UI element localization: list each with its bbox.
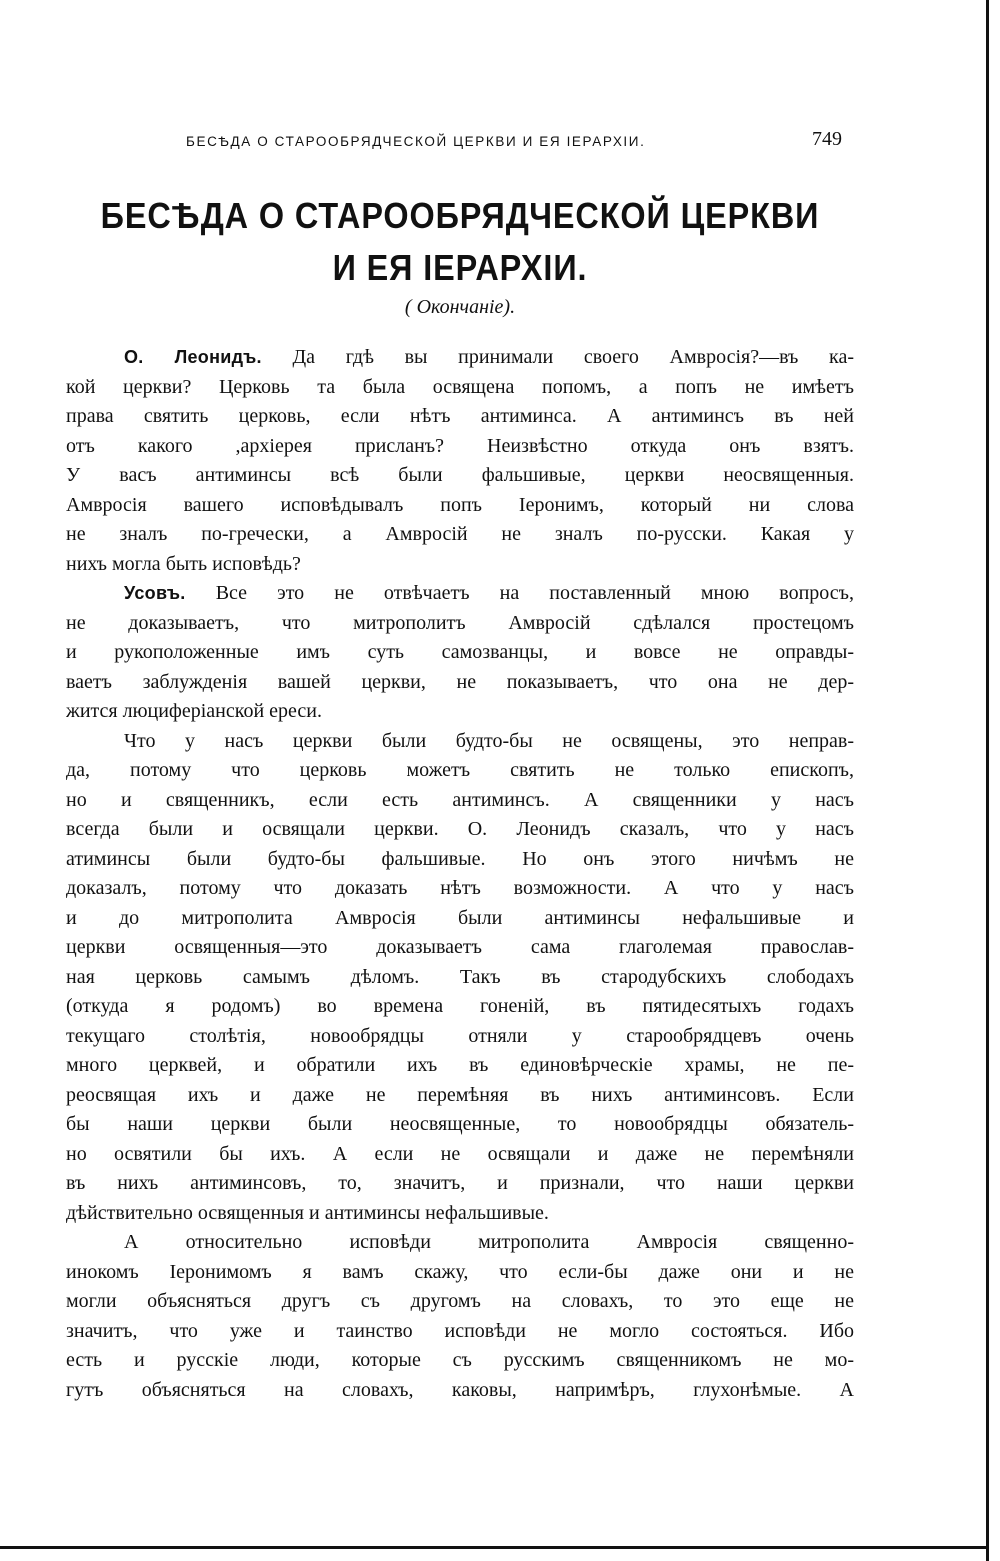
speaker-name: О. Леонидъ.: [124, 347, 262, 367]
text-line: Усовъ. Все это не отвѣчаетъ на поставленный мною вопросъ,: [124, 582, 854, 604]
article-title-line-1: БЕСѢДА О СТАРООБРЯДЧЕСКОЙ ЦЕРКВИ: [100, 195, 820, 236]
text-line: кой церкви? Церковь та была освящена попомъ, а попъ не имѣетъ: [66, 375, 854, 398]
text-line: и до митрополита Амвросія были антиминсы нефальшивые и: [66, 906, 854, 929]
text-line: не зналъ по-гречески, а Амвросій не зналъ по-русски. Какая у: [66, 523, 854, 545]
text-line: Амвросія вашего исповѣдывалъ попъ Іеронимъ, который ни слова: [66, 493, 854, 516]
text-line: А относительно исповѣди митрополита Амвросія священно-: [124, 1231, 854, 1253]
text-line: всегда были и освящали церкви. О. Леонидъ сказалъ, что у насъ: [66, 818, 854, 840]
text-line: церкви освященныя—это доказываетъ сама глаголемая православ-: [66, 936, 854, 958]
text-line: доказалъ, потому что доказать нѣтъ возможности. А что у насъ: [66, 877, 854, 899]
text-line: значитъ, что уже и таинство исповѣди не могло состояться. Ибо: [66, 1319, 854, 1342]
article-title: [100, 190, 820, 294]
text-line: О. Леонидъ. Да гдѣ вы принимали своего Амвросія?—въ ка-: [124, 346, 854, 368]
text-line: не доказываетъ, что митрополитъ Амвросій сдѣлался простецомъ: [66, 611, 854, 634]
text-line: отъ какого ,архіерея присланъ? Неизвѣстно откуда онъ взятъ.: [66, 434, 854, 457]
text-line: дѣйствительно освященныя и антиминсы нефальшивые.: [66, 1201, 549, 1224]
page-edge-right-rule: [986, 0, 989, 1561]
text-line: много церквей, и обратили ихъ въ единовѣрческіе храмы, не пе-: [66, 1054, 854, 1076]
text-line: и рукоположенные имъ суть самозванцы, и вовсе не оправды-: [66, 641, 854, 663]
text-line: инокомъ Іеронимомъ я вамъ скажу, что если-бы даже они и не: [66, 1260, 854, 1283]
article-title-line-2: И ЕЯ ІЕРАРХІИ.: [332, 247, 588, 288]
text-line: нихъ могла быть исповѣдь?: [66, 552, 301, 575]
text-line: но освятили бы ихъ. А если не освящали и даже не перемѣняли: [66, 1142, 854, 1165]
text-line: атиминсы были будто-бы фальшивые. Но онъ этого ничѣмъ не: [66, 847, 854, 870]
text-line: ная церковь самымъ дѣломъ. Такъ въ стародубскихъ слободахъ: [66, 965, 854, 988]
paragraph-3: [66, 727, 854, 1229]
article-body: [66, 343, 854, 1405]
page-number: 749: [812, 128, 842, 150]
page-edge-bottom-rule: [0, 1546, 989, 1549]
text-line: (откуда я родомъ) во времена гоненій, въ пятидесятыхъ годахъ: [66, 995, 854, 1017]
text-line: текущаго столѣтія, новообрядцы отняли у старообрядцевъ очень: [66, 1024, 854, 1047]
paragraph-2: [66, 579, 854, 727]
text-line: гутъ объясняться на словахъ, каковы, напримѣръ, глухонѣмые. А: [66, 1378, 854, 1401]
paragraph-4: [66, 1228, 854, 1405]
article-subtitle: ( Окончаніе).: [404, 296, 516, 318]
text-line: ваетъ заблужденія вашей церкви, не показываетъ, что она не дер-: [66, 670, 854, 693]
speaker-name: Усовъ.: [124, 583, 186, 603]
text-line: есть и русскіе люди, которые съ русскимъ священникомъ не мо-: [66, 1349, 854, 1371]
text-line: но и священникъ, если есть антиминсъ. А священники у насъ: [66, 788, 854, 811]
text-line: бы наши церкви были неосвященные, то новообрядцы обязатель-: [66, 1113, 854, 1135]
running-header-title: БЕСѢДА О СТАРООБРЯДЧЕСКОЙ ЦЕРКВИ И ЕЯ ІЕРАРХІИ.: [186, 134, 646, 149]
text-line: да, потому что церковь можетъ святить не только епископъ,: [66, 759, 854, 781]
text-line: въ нихъ антиминсовъ, то, значитъ, и признали, что наши церкви: [66, 1172, 854, 1194]
paragraph-1: [66, 343, 854, 579]
text-line: Что у насъ церкви были будто-бы не освящены, это неправ-: [124, 729, 854, 752]
text-line: могли объясняться другъ съ другомъ на словахъ, то это еще не: [66, 1290, 854, 1312]
text-line: У васъ антиминсы всѣ были фальшивые, церкви неосвященныя.: [66, 464, 854, 486]
text-line: реосвящая ихъ и даже не перемѣняя въ нихъ антиминсовъ. Если: [66, 1083, 854, 1106]
text-line: жится люциферіанской ереси.: [66, 700, 322, 722]
text-line: права святить церковь, если нѣтъ антиминса. А антиминсъ въ ней: [66, 405, 854, 427]
